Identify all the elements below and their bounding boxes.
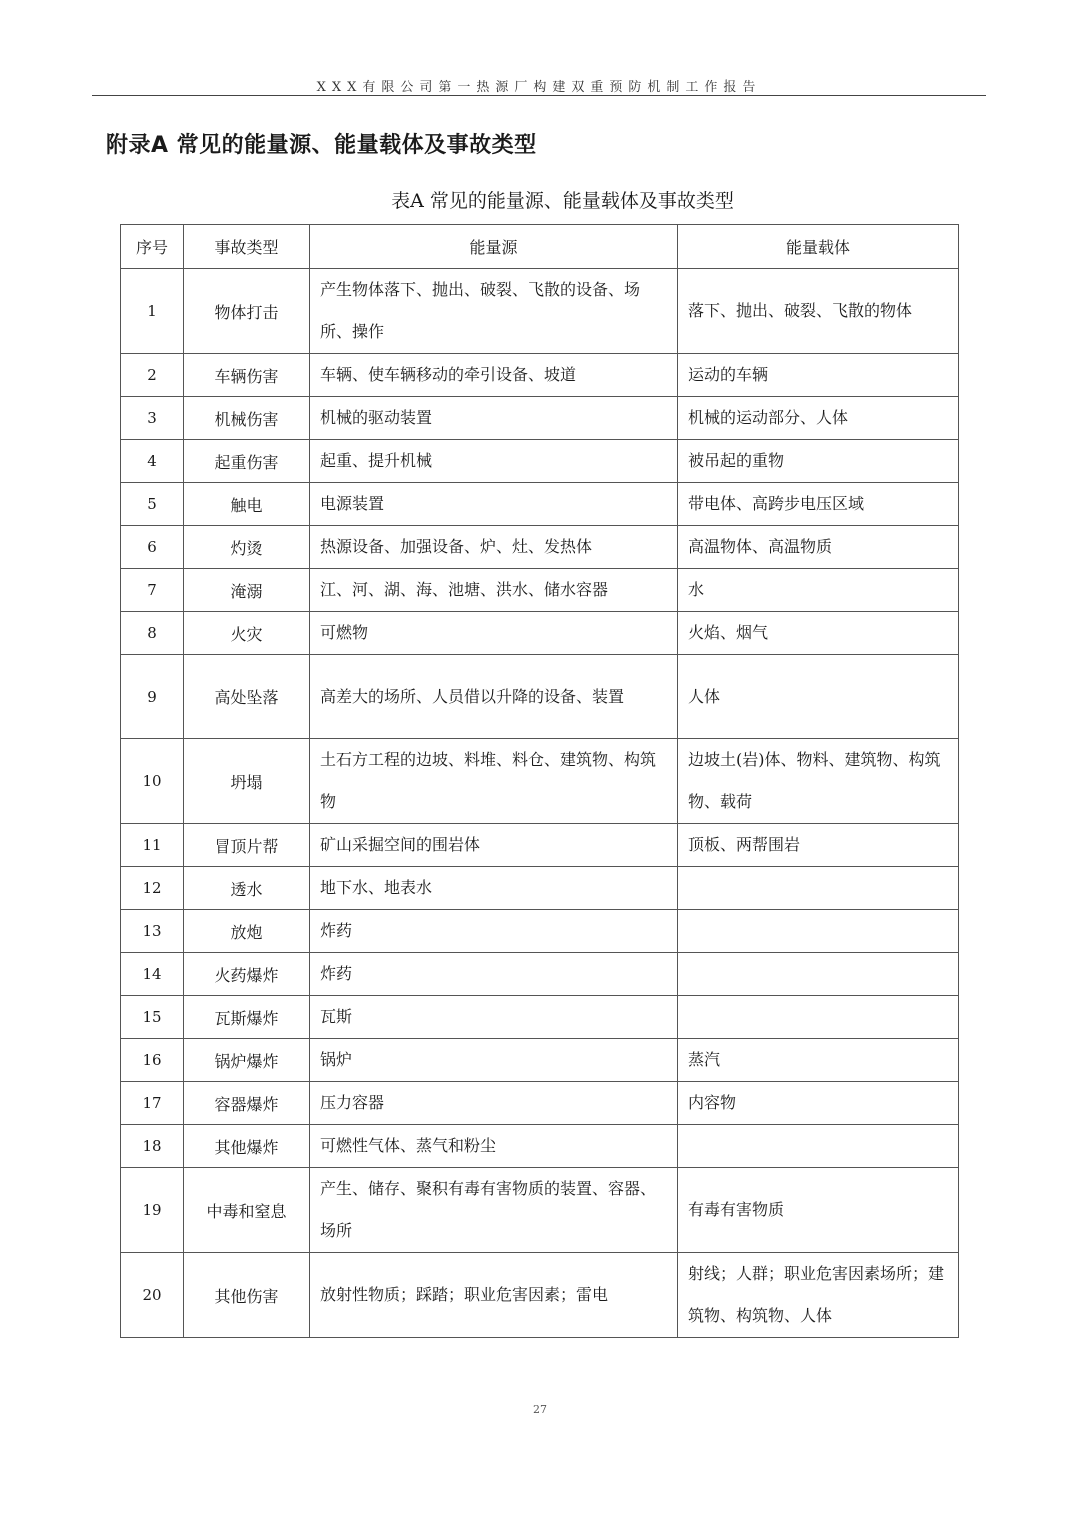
- table-row: [121, 1168, 959, 1253]
- energy-carrier-cell: 火焰、烟气: [678, 612, 959, 655]
- appendix-title: 附录A 常见的能量源、能量载体及事故类型: [106, 133, 537, 158]
- accident-type-cell: 其他伤害: [184, 1253, 310, 1338]
- accident-type-cell: 其他爆炸: [184, 1125, 310, 1168]
- accident-type-cell: 容器爆炸: [184, 1082, 310, 1125]
- accident-type-cell: 灼烫: [184, 526, 310, 569]
- table-row: [121, 1082, 959, 1125]
- energy-source-cell: 地下水、地表水: [310, 867, 678, 910]
- energy-source-cell: 车辆、使车辆移动的牵引设备、坡道: [310, 354, 678, 397]
- accident-type-cell: 物体打击: [184, 269, 310, 354]
- energy-carrier-cell: [678, 953, 959, 996]
- accident-type-cell: 触电: [184, 483, 310, 526]
- table-row: [121, 953, 959, 996]
- accident-type-cell: 火药爆炸: [184, 953, 310, 996]
- header-energy-source: 能量源: [310, 225, 678, 269]
- table-row: [121, 824, 959, 867]
- table-row: [121, 867, 959, 910]
- energy-source-cell: 热源设备、加强设备、炉、灶、发热体: [310, 526, 678, 569]
- energy-carrier-cell: [678, 1125, 959, 1168]
- accident-type-cell: 瓦斯爆炸: [184, 996, 310, 1039]
- energy-source-cell: 机械的驱动装置: [310, 397, 678, 440]
- table-caption: 表A 常见的能量源、能量载体及事故类型: [391, 190, 734, 212]
- energy-source-cell: 土石方工程的边坡、料堆、料仓、建筑物、构筑物: [310, 739, 678, 824]
- energy-carrier-cell: 带电体、高跨步电压区域: [678, 483, 959, 526]
- accident-type-cell: 锅炉爆炸: [184, 1039, 310, 1082]
- accident-type-cell: 机械伤害: [184, 397, 310, 440]
- row-number-cell: 1: [121, 269, 184, 354]
- accident-type-cell: 火灾: [184, 612, 310, 655]
- table-header-row: [121, 225, 959, 269]
- row-number-cell: 4: [121, 440, 184, 483]
- hazard-table: [120, 224, 959, 1338]
- row-number-cell: 11: [121, 824, 184, 867]
- table-row: [121, 397, 959, 440]
- row-number-cell: 18: [121, 1125, 184, 1168]
- page-number: 27: [533, 1403, 547, 1416]
- row-number-cell: 16: [121, 1039, 184, 1082]
- energy-carrier-cell: 高温物体、高温物质: [678, 526, 959, 569]
- energy-carrier-cell: 边坡土(岩)体、物料、建筑物、构筑物、载荷: [678, 739, 959, 824]
- energy-carrier-cell: [678, 996, 959, 1039]
- energy-source-cell: 产生物体落下、抛出、破裂、飞散的设备、场所、操作: [310, 269, 678, 354]
- row-number-cell: 19: [121, 1168, 184, 1253]
- header-divider: [92, 95, 986, 96]
- energy-source-cell: 江、河、湖、海、池塘、洪水、储水容器: [310, 569, 678, 612]
- header-num: 序号: [121, 225, 184, 269]
- row-number-cell: 3: [121, 397, 184, 440]
- running-header: XXX有限公司第一热源厂构建双重预防机制工作报告: [316, 80, 762, 95]
- row-number-cell: 15: [121, 996, 184, 1039]
- energy-carrier-cell: 机械的运动部分、人体: [678, 397, 959, 440]
- header-energy-carrier: 能量载体: [678, 225, 959, 269]
- accident-type-cell: 淹溺: [184, 569, 310, 612]
- energy-source-cell: 锅炉: [310, 1039, 678, 1082]
- energy-source-cell: 高差大的场所、人员借以升降的设备、装置: [310, 655, 678, 739]
- accident-type-cell: 起重伤害: [184, 440, 310, 483]
- table-row: [121, 1039, 959, 1082]
- row-number-cell: 13: [121, 910, 184, 953]
- energy-source-cell: 炸药: [310, 910, 678, 953]
- table-row: [121, 1125, 959, 1168]
- table-row: [121, 354, 959, 397]
- table-row: [121, 996, 959, 1039]
- row-number-cell: 6: [121, 526, 184, 569]
- energy-source-cell: 可燃物: [310, 612, 678, 655]
- accident-type-cell: 中毒和窒息: [184, 1168, 310, 1253]
- energy-carrier-cell: 落下、抛出、破裂、飞散的物体: [678, 269, 959, 354]
- energy-carrier-cell: 人体: [678, 655, 959, 739]
- accident-type-cell: 车辆伤害: [184, 354, 310, 397]
- energy-carrier-cell: 顶板、两帮围岩: [678, 824, 959, 867]
- energy-carrier-cell: 运动的车辆: [678, 354, 959, 397]
- table-row: [121, 655, 959, 739]
- energy-carrier-cell: 蒸汽: [678, 1039, 959, 1082]
- energy-carrier-cell: 被吊起的重物: [678, 440, 959, 483]
- energy-carrier-cell: 水: [678, 569, 959, 612]
- accident-type-cell: 高处坠落: [184, 655, 310, 739]
- energy-source-cell: 起重、提升机械: [310, 440, 678, 483]
- accident-type-cell: 透水: [184, 867, 310, 910]
- accident-type-cell: 坍塌: [184, 739, 310, 824]
- energy-source-cell: 压力容器: [310, 1082, 678, 1125]
- energy-carrier-cell: [678, 867, 959, 910]
- energy-source-cell: 电源装置: [310, 483, 678, 526]
- table-row: [121, 440, 959, 483]
- row-number-cell: 9: [121, 655, 184, 739]
- table-body: [121, 269, 959, 1338]
- energy-source-cell: 矿山采掘空间的围岩体: [310, 824, 678, 867]
- accident-type-cell: 冒顶片帮: [184, 824, 310, 867]
- table-row: [121, 910, 959, 953]
- energy-carrier-cell: 内容物: [678, 1082, 959, 1125]
- table-row: [121, 612, 959, 655]
- row-number-cell: 17: [121, 1082, 184, 1125]
- accident-type-cell: 放炮: [184, 910, 310, 953]
- energy-source-cell: 放射性物质；踩踏；职业危害因素；雷电: [310, 1253, 678, 1338]
- row-number-cell: 8: [121, 612, 184, 655]
- table-row: [121, 569, 959, 612]
- energy-source-cell: 瓦斯: [310, 996, 678, 1039]
- table-row: [121, 1253, 959, 1338]
- energy-source-cell: 炸药: [310, 953, 678, 996]
- header-accident-type: 事故类型: [184, 225, 310, 269]
- energy-carrier-cell: [678, 910, 959, 953]
- energy-source-cell: 产生、储存、聚积有毒有害物质的装置、容器、场所: [310, 1168, 678, 1253]
- energy-source-cell: 可燃性气体、蒸气和粉尘: [310, 1125, 678, 1168]
- row-number-cell: 7: [121, 569, 184, 612]
- row-number-cell: 12: [121, 867, 184, 910]
- row-number-cell: 10: [121, 739, 184, 824]
- table-row: [121, 269, 959, 354]
- energy-carrier-cell: 有毒有害物质: [678, 1168, 959, 1253]
- table-row: [121, 526, 959, 569]
- row-number-cell: 20: [121, 1253, 184, 1338]
- table-row: [121, 483, 959, 526]
- energy-carrier-cell: 射线；人群；职业危害因素场所；建筑物、构筑物、人体: [678, 1253, 959, 1338]
- row-number-cell: 14: [121, 953, 184, 996]
- table-row: [121, 739, 959, 824]
- row-number-cell: 2: [121, 354, 184, 397]
- row-number-cell: 5: [121, 483, 184, 526]
